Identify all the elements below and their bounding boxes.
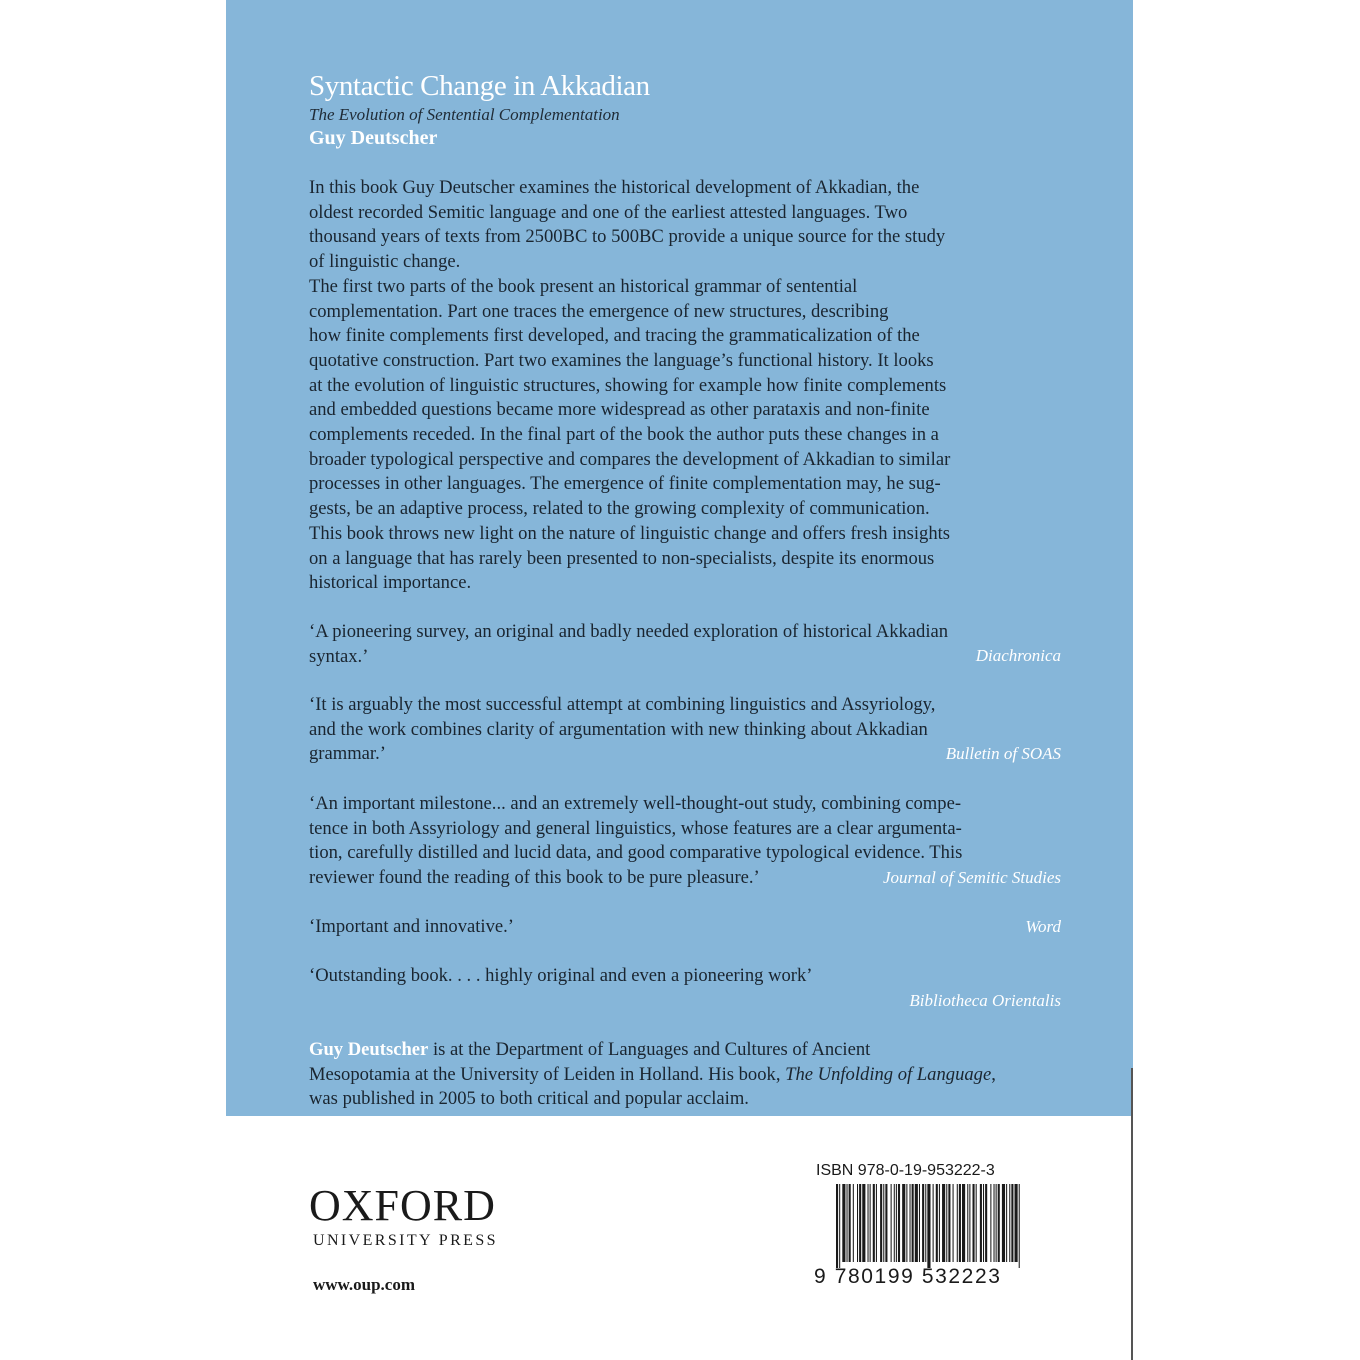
barcode-bar bbox=[857, 1184, 858, 1262]
back-cover bbox=[226, 0, 1133, 1360]
barcode-bar bbox=[976, 1184, 977, 1262]
barcode-bar bbox=[933, 1184, 934, 1262]
isbn-label: ISBN 978-0-19-953222-3 bbox=[816, 1162, 995, 1179]
barcode-bar bbox=[1011, 1184, 1013, 1262]
barcode-bars bbox=[836, 1184, 1022, 1268]
review-line: ‘An important milestone... and an extremely well-thought-out study, combining compe- bbox=[309, 793, 962, 814]
review-line: ‘Important and innovative.’ bbox=[309, 916, 514, 937]
barcode-number: 9 780199 532223 bbox=[814, 1265, 1002, 1288]
bio-line: was published in 2005 to both critical and popular acclaim. bbox=[309, 1088, 749, 1110]
review-source: Bibliotheca Orientalis bbox=[909, 991, 1061, 1010]
barcode-bar bbox=[883, 1184, 884, 1262]
barcode-bar bbox=[862, 1184, 865, 1262]
barcode-bar bbox=[936, 1184, 938, 1262]
barcode-bar bbox=[948, 1184, 950, 1262]
publisher-url: www.oup.com bbox=[313, 1275, 416, 1294]
description-line: quotative construction. Part two examines the language’s functional history. It looks bbox=[309, 349, 934, 371]
description-line: This book throws new light on the nature of linguistic change and offers fresh insights bbox=[309, 522, 951, 544]
book-title: Syntactic Change in Akkadian bbox=[309, 70, 650, 102]
barcode-bar bbox=[957, 1184, 958, 1262]
review-source: Journal of Semitic Studies bbox=[882, 868, 1061, 887]
description-line: processes in other languages. The emergence of finite complementation may, he sug- bbox=[309, 473, 941, 495]
barcode-bar bbox=[873, 1184, 875, 1262]
barcode-bar bbox=[836, 1184, 838, 1268]
barcode-bar bbox=[910, 1184, 911, 1262]
review-line: and the work combines clarity of argumentation with new thinking about Akkadian bbox=[309, 718, 928, 740]
description-line: and embedded questions became more widespread as other parataxis and non-finite bbox=[309, 399, 930, 421]
publisher-logo-subtitle: UNIVERSITY PRESS bbox=[313, 1232, 498, 1249]
barcode-bar bbox=[1015, 1184, 1018, 1262]
barcode-bar bbox=[880, 1184, 882, 1262]
description-line: complements receded. In the final part of the book the author puts these changes in a bbox=[309, 424, 939, 446]
description-line: how finite complements first developed, and tracing the grammaticalization of the bbox=[309, 325, 920, 347]
barcode-bar bbox=[885, 1184, 887, 1262]
bio-line bbox=[309, 1038, 1069, 1063]
barcode-bar bbox=[927, 1184, 930, 1268]
barcode-bar bbox=[985, 1184, 987, 1262]
barcode bbox=[814, 1160, 1024, 1290]
barcode-bar bbox=[847, 1184, 848, 1262]
barcode-bar bbox=[939, 1184, 940, 1262]
book-author: Guy Deutscher bbox=[309, 127, 438, 149]
barcode-bar bbox=[1006, 1184, 1007, 1262]
bio-book-title: The Unfolding of Language bbox=[785, 1063, 992, 1085]
barcode-bar bbox=[902, 1184, 905, 1262]
bio-line bbox=[309, 1063, 1069, 1088]
description-line: at the evolution of linguistic structures, showing for example how finite complements bbox=[309, 374, 947, 396]
description-line: The first two parts of the book present an historical grammar of sentential bbox=[309, 275, 858, 297]
barcode-bar bbox=[998, 1184, 1000, 1262]
barcode-bar bbox=[839, 1184, 840, 1268]
barcode-bar bbox=[980, 1184, 982, 1262]
review-line: ‘Outstanding book. . . . highly original and even a pioneering work’ bbox=[309, 965, 813, 986]
description-line: thousand years of texts from 2500BC to 500BC provide a unique source for the study bbox=[309, 226, 946, 248]
barcode-bar bbox=[962, 1184, 965, 1262]
review-line: tence in both Assyriology and general linguistics, whose features are a clear argumenta- bbox=[309, 817, 962, 839]
barcode-bar bbox=[967, 1184, 968, 1262]
description-line: oldest recorded Semitic language and one of the earliest attested languages. Two bbox=[309, 201, 908, 223]
blue-panel bbox=[226, 0, 1133, 1116]
review-quote bbox=[309, 620, 1061, 669]
barcode-bar bbox=[842, 1184, 845, 1262]
barcode-bar bbox=[969, 1184, 970, 1262]
review-line: reviewer found the reading of this book to be pure pleasure.’ bbox=[309, 867, 760, 889]
barcode-bar bbox=[946, 1184, 947, 1262]
barcode-bar bbox=[849, 1184, 851, 1262]
barcode-bar bbox=[1002, 1184, 1005, 1262]
review-source: Diachronica bbox=[975, 646, 1061, 665]
barcode-bar bbox=[915, 1184, 918, 1262]
review-line: ‘It is arguably the most successful attempt at combining linguistics and Assyriology, bbox=[309, 694, 936, 715]
barcode-bar bbox=[894, 1184, 895, 1262]
barcode-bar bbox=[996, 1184, 997, 1262]
barcode-bar bbox=[859, 1184, 861, 1262]
review-line: ‘A pioneering survey, an original and badly needed exploration of historical Akkadian bbox=[309, 621, 949, 642]
review-source: Bulletin of SOAS bbox=[945, 744, 1061, 763]
book-subtitle: The Evolution of Sentential Complementation bbox=[309, 105, 620, 124]
barcode-bar bbox=[994, 1184, 995, 1262]
description-line: broader typological perspective and compares the development of Akkadian to similar bbox=[309, 448, 951, 470]
bio-text: , bbox=[991, 1063, 996, 1085]
description-line: gests, be an adaptive process, related to the growing complexity of communication. bbox=[309, 498, 930, 520]
barcode-bar bbox=[925, 1184, 926, 1262]
barcode-bar bbox=[906, 1184, 907, 1262]
barcode-bar bbox=[953, 1184, 954, 1262]
bio-text: is at the Department of Languages and Cultures of Ancient bbox=[428, 1039, 871, 1060]
bio-text: Mesopotamia at the University of Leiden in Holland. His book, bbox=[309, 1063, 786, 1085]
bio-author-name: Guy Deutscher bbox=[309, 1039, 429, 1060]
barcode-bar bbox=[990, 1184, 991, 1262]
description bbox=[309, 176, 1069, 596]
barcode-bar bbox=[959, 1184, 961, 1262]
barcode-bar bbox=[898, 1184, 900, 1262]
barcode-bar bbox=[1019, 1184, 1020, 1268]
barcode-bar bbox=[868, 1184, 869, 1262]
barcode-bar bbox=[870, 1184, 871, 1262]
review-line: syntax.’ bbox=[309, 645, 369, 667]
publisher-logo: OXFORD bbox=[309, 1181, 496, 1230]
barcode-bar bbox=[973, 1184, 975, 1262]
author-bio bbox=[309, 1038, 1069, 1112]
barcode-bar bbox=[1009, 1184, 1010, 1262]
barcode-bar bbox=[919, 1184, 920, 1262]
review-quote bbox=[309, 964, 1061, 989]
barcode-bar bbox=[983, 1184, 984, 1262]
barcode-bar bbox=[891, 1184, 892, 1262]
barcode-bar bbox=[912, 1184, 914, 1262]
barcode-bar bbox=[922, 1184, 924, 1262]
description-line: historical importance. bbox=[309, 572, 472, 594]
barcode-bar bbox=[853, 1184, 854, 1262]
review-line: grammar.’ bbox=[309, 743, 386, 765]
barcode-bar bbox=[942, 1184, 945, 1262]
barcode-bar bbox=[876, 1184, 877, 1262]
review-source: Word bbox=[1025, 917, 1061, 936]
page-edge bbox=[1131, 1068, 1133, 1360]
description-line: complementation. Part one traces the emergence of new structures, describing bbox=[309, 300, 889, 322]
description-line: In this book Guy Deutscher examines the historical development of Akkadian, the bbox=[309, 177, 920, 198]
description-line: of linguistic change. bbox=[309, 251, 461, 273]
review-line: tion, carefully distilled and lucid data, and good comparative typological evidence. This bbox=[309, 842, 963, 864]
description-line: on a language that has rarely been presented to non-specialists, despite its enormous bbox=[309, 547, 935, 569]
barcode-bar bbox=[896, 1184, 897, 1262]
review-quote bbox=[309, 915, 1061, 940]
